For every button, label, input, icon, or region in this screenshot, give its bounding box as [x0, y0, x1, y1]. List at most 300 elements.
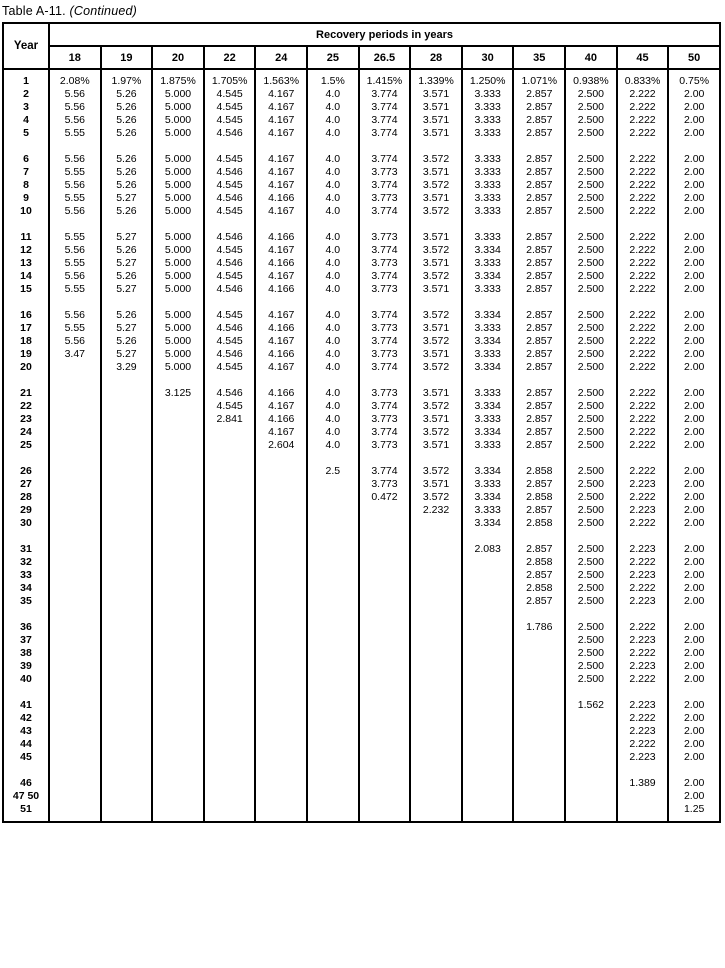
value-cell: [101, 751, 153, 764]
value-cell: 4.0: [307, 153, 359, 166]
value-cell: 2.500: [565, 114, 617, 127]
recovery-column-header: 24: [255, 46, 307, 69]
value-cell: 0.75%: [668, 75, 720, 88]
value-cell: [359, 803, 411, 816]
spacer-cell: [513, 608, 565, 621]
value-cell: [204, 478, 256, 491]
table-row: [3, 673, 720, 686]
value-cell: 2.00: [668, 647, 720, 660]
value-cell: [462, 582, 514, 595]
value-cell: [255, 660, 307, 673]
spacer-cell: [617, 764, 669, 777]
value-cell: 3.774: [359, 309, 411, 322]
value-cell: 5.27: [101, 192, 153, 205]
spacer-cell: [359, 608, 411, 621]
value-cell: 3.572: [410, 270, 462, 283]
group-spacer-row: [3, 764, 720, 777]
value-cell: [410, 517, 462, 530]
spacer-cell: [359, 140, 411, 153]
year-cell: 32: [3, 556, 49, 569]
value-cell: [255, 478, 307, 491]
value-cell: [307, 751, 359, 764]
value-cell: 4.167: [255, 101, 307, 114]
value-cell: 5.26: [101, 101, 153, 114]
value-cell: 2.00: [668, 114, 720, 127]
value-cell: [204, 790, 256, 803]
value-cell: [255, 569, 307, 582]
value-cell: [359, 647, 411, 660]
value-cell: [513, 712, 565, 725]
value-cell: 5.26: [101, 244, 153, 257]
value-cell: 2.857: [513, 205, 565, 218]
value-cell: [359, 556, 411, 569]
spacer-cell: [565, 374, 617, 387]
value-cell: 5.000: [152, 283, 204, 296]
value-cell: [359, 673, 411, 686]
value-cell: 3.571: [410, 101, 462, 114]
value-cell: [307, 569, 359, 582]
spacer-cell: [255, 452, 307, 465]
value-cell: 5.55: [49, 322, 101, 335]
value-cell: 3.572: [410, 335, 462, 348]
value-cell: [359, 517, 411, 530]
value-cell: [49, 790, 101, 803]
value-cell: [204, 634, 256, 647]
recovery-column-header: 35: [513, 46, 565, 69]
year-cell: 30: [3, 517, 49, 530]
table-row: [3, 504, 720, 517]
value-cell: [410, 725, 462, 738]
spacer-cell: [204, 530, 256, 543]
value-cell: 1.5%: [307, 75, 359, 88]
value-cell: [49, 673, 101, 686]
value-cell: [101, 582, 153, 595]
value-cell: [49, 725, 101, 738]
value-cell: 2.500: [565, 660, 617, 673]
value-cell: [49, 504, 101, 517]
value-cell: 3.774: [359, 400, 411, 413]
value-cell: 3.333: [462, 283, 514, 296]
spacer-cell: [359, 374, 411, 387]
year-cell: 28: [3, 491, 49, 504]
value-cell: 3.774: [359, 465, 411, 478]
value-cell: 2.500: [565, 192, 617, 205]
value-cell: 5.56: [49, 205, 101, 218]
value-cell: 2.500: [565, 439, 617, 452]
value-cell: 3.29: [101, 361, 153, 374]
value-cell: 2.222: [617, 101, 669, 114]
value-cell: [204, 751, 256, 764]
value-cell: 4.545: [204, 361, 256, 374]
value-cell: [307, 699, 359, 712]
value-cell: 5.56: [49, 88, 101, 101]
value-cell: 2.222: [617, 205, 669, 218]
value-cell: 4.166: [255, 387, 307, 400]
value-cell: 2.223: [617, 478, 669, 491]
value-cell: 5.56: [49, 335, 101, 348]
table-row: [3, 699, 720, 712]
value-cell: [462, 751, 514, 764]
value-cell: 3.571: [410, 439, 462, 452]
value-cell: [255, 595, 307, 608]
value-cell: 4.546: [204, 192, 256, 205]
value-cell: [255, 556, 307, 569]
recovery-column-header: 25: [307, 46, 359, 69]
value-cell: 4.167: [255, 361, 307, 374]
year-cell: 29: [3, 504, 49, 517]
value-cell: 2.00: [668, 569, 720, 582]
value-cell: 2.222: [617, 257, 669, 270]
value-cell: [49, 738, 101, 751]
value-cell: 2.857: [513, 309, 565, 322]
value-cell: 2.00: [668, 582, 720, 595]
value-cell: 4.167: [255, 335, 307, 348]
value-cell: [101, 491, 153, 504]
value-cell: [101, 790, 153, 803]
value-cell: [204, 712, 256, 725]
value-cell: 5.56: [49, 309, 101, 322]
value-cell: 2.500: [565, 231, 617, 244]
group-spacer-row: [3, 374, 720, 387]
spacer-cell: [204, 296, 256, 309]
recovery-column-header: 20: [152, 46, 204, 69]
year-cell: 38: [3, 647, 49, 660]
table-row: [3, 179, 720, 192]
value-cell: 5.26: [101, 153, 153, 166]
value-cell: 3.572: [410, 179, 462, 192]
spacer-cell: [668, 764, 720, 777]
value-cell: [307, 738, 359, 751]
value-cell: 5.000: [152, 101, 204, 114]
value-cell: 2.500: [565, 127, 617, 140]
value-cell: 2.222: [617, 413, 669, 426]
value-cell: 3.334: [462, 309, 514, 322]
spacer-cell: [462, 530, 514, 543]
spacer-cell: [204, 140, 256, 153]
spacer-cell: [462, 452, 514, 465]
value-cell: [410, 595, 462, 608]
spacer-cell: [3, 452, 49, 465]
value-cell: 2.857: [513, 270, 565, 283]
value-cell: 3.333: [462, 504, 514, 517]
value-cell: 2.00: [668, 257, 720, 270]
year-cell: 6: [3, 153, 49, 166]
spacer-cell: [49, 140, 101, 153]
table-row: [3, 634, 720, 647]
value-cell: [49, 426, 101, 439]
table-row: [3, 725, 720, 738]
value-cell: 3.773: [359, 322, 411, 335]
value-cell: 2.500: [565, 569, 617, 582]
spacer-cell: [152, 296, 204, 309]
value-cell: [49, 400, 101, 413]
value-cell: 3.333: [462, 478, 514, 491]
value-cell: 1.786: [513, 621, 565, 634]
value-cell: 3.572: [410, 309, 462, 322]
value-cell: 5.26: [101, 179, 153, 192]
year-cell: 14: [3, 270, 49, 283]
value-cell: 4.167: [255, 166, 307, 179]
table-row: [3, 361, 720, 374]
value-cell: [152, 595, 204, 608]
value-cell: [513, 790, 565, 803]
value-cell: [152, 777, 204, 790]
value-cell: 5.26: [101, 127, 153, 140]
value-cell: [359, 712, 411, 725]
value-cell: 2.5: [307, 465, 359, 478]
year-cell: 22: [3, 400, 49, 413]
value-cell: 2.00: [668, 751, 720, 764]
value-cell: [152, 439, 204, 452]
value-cell: [462, 777, 514, 790]
value-cell: 1.415%: [359, 75, 411, 88]
table-row: [3, 127, 720, 140]
value-cell: 4.166: [255, 283, 307, 296]
recovery-column-header: 26.5: [359, 46, 411, 69]
value-cell: [307, 803, 359, 816]
table-row: [3, 777, 720, 790]
value-cell: 5.56: [49, 179, 101, 192]
spacer-cell: [617, 140, 669, 153]
spacer-cell: [307, 608, 359, 621]
value-cell: 5.55: [49, 257, 101, 270]
value-cell: [152, 413, 204, 426]
group-spacer-row: [3, 296, 720, 309]
value-cell: 3.774: [359, 114, 411, 127]
spacer-cell: [565, 296, 617, 309]
value-cell: [359, 738, 411, 751]
value-cell: [359, 621, 411, 634]
value-cell: 4.0: [307, 231, 359, 244]
value-cell: 2.00: [668, 413, 720, 426]
value-cell: 4.167: [255, 270, 307, 283]
value-cell: [152, 400, 204, 413]
table-row: [3, 517, 720, 530]
value-cell: 2.857: [513, 595, 565, 608]
value-cell: 2.222: [617, 556, 669, 569]
value-cell: 2.500: [565, 491, 617, 504]
value-cell: [101, 595, 153, 608]
value-cell: [152, 803, 204, 816]
value-cell: 2.222: [617, 673, 669, 686]
value-cell: [101, 647, 153, 660]
value-cell: [617, 803, 669, 816]
spacer-cell: [152, 764, 204, 777]
value-cell: [204, 673, 256, 686]
value-cell: 1.875%: [152, 75, 204, 88]
spacer-cell: [307, 218, 359, 231]
value-cell: 2.223: [617, 725, 669, 738]
spacer-cell: [152, 140, 204, 153]
spacer-cell: [565, 686, 617, 699]
value-cell: [255, 738, 307, 751]
spacer-cell: [668, 608, 720, 621]
value-cell: 5.27: [101, 348, 153, 361]
spacer-cell: [410, 218, 462, 231]
year-cell: 42: [3, 712, 49, 725]
value-cell: [152, 634, 204, 647]
spacer-cell: [565, 452, 617, 465]
table-row: [3, 387, 720, 400]
value-cell: [410, 777, 462, 790]
recovery-column-header: 50: [668, 46, 720, 69]
spacer-cell: [617, 452, 669, 465]
value-cell: [359, 569, 411, 582]
value-cell: 2.222: [617, 348, 669, 361]
value-cell: 2.222: [617, 283, 669, 296]
spacer-cell: [3, 218, 49, 231]
value-cell: 2.500: [565, 244, 617, 257]
value-cell: 2.00: [668, 387, 720, 400]
value-cell: [307, 556, 359, 569]
value-cell: 2.222: [617, 322, 669, 335]
value-cell: 4.546: [204, 387, 256, 400]
value-cell: [152, 582, 204, 595]
spacer-cell: [668, 374, 720, 387]
value-cell: 2.00: [668, 309, 720, 322]
value-cell: 4.0: [307, 114, 359, 127]
value-cell: [307, 634, 359, 647]
value-cell: 5.55: [49, 231, 101, 244]
value-cell: 4.167: [255, 426, 307, 439]
table-row: [3, 803, 720, 816]
value-cell: 3.333: [462, 88, 514, 101]
value-cell: 2.00: [668, 426, 720, 439]
spacer-cell: [307, 374, 359, 387]
value-cell: [410, 569, 462, 582]
value-cell: 4.546: [204, 283, 256, 296]
value-cell: [49, 634, 101, 647]
value-cell: [462, 634, 514, 647]
value-cell: 2.223: [617, 504, 669, 517]
table-row: [3, 231, 720, 244]
value-cell: 3.773: [359, 166, 411, 179]
table-row: [3, 322, 720, 335]
value-cell: [462, 647, 514, 660]
value-cell: 3.773: [359, 283, 411, 296]
spacer-cell: [152, 530, 204, 543]
value-cell: 2.500: [565, 543, 617, 556]
spacer-cell: [101, 686, 153, 699]
table-row: [3, 426, 720, 439]
value-cell: 2.500: [565, 179, 617, 192]
table-row: [3, 335, 720, 348]
value-cell: 2.222: [617, 517, 669, 530]
value-cell: 2.500: [565, 465, 617, 478]
value-cell: [49, 517, 101, 530]
value-cell: [49, 556, 101, 569]
value-cell: 4.546: [204, 348, 256, 361]
value-cell: 4.166: [255, 322, 307, 335]
value-cell: [513, 660, 565, 673]
year-cell: 41: [3, 699, 49, 712]
year-cell: 33: [3, 569, 49, 582]
value-cell: [462, 673, 514, 686]
value-cell: 3.333: [462, 348, 514, 361]
value-cell: [410, 647, 462, 660]
value-cell: 3.572: [410, 244, 462, 257]
spacer-cell: [255, 374, 307, 387]
value-cell: [152, 426, 204, 439]
table-row: [3, 595, 720, 608]
spacer-cell: [307, 764, 359, 777]
spacer-cell: [359, 816, 411, 822]
value-cell: 2.222: [617, 153, 669, 166]
spacer-cell: [410, 452, 462, 465]
value-cell: 2.500: [565, 205, 617, 218]
spacer-cell: [255, 530, 307, 543]
value-cell: 3.572: [410, 426, 462, 439]
year-cell: 35: [3, 595, 49, 608]
group-spacer-row: [3, 608, 720, 621]
spacer-cell: [255, 816, 307, 822]
value-cell: 2.500: [565, 387, 617, 400]
value-cell: 2.857: [513, 166, 565, 179]
recovery-periods-header: Recovery periods in years: [49, 23, 720, 46]
spacer-cell: [668, 296, 720, 309]
value-cell: [101, 621, 153, 634]
value-cell: 2.00: [668, 491, 720, 504]
value-cell: [49, 387, 101, 400]
year-cell: 31: [3, 543, 49, 556]
value-cell: 2.00: [668, 517, 720, 530]
value-cell: [410, 634, 462, 647]
value-cell: 4.167: [255, 88, 307, 101]
value-cell: 2.500: [565, 426, 617, 439]
spacer-cell: [49, 686, 101, 699]
value-cell: 2.00: [668, 634, 720, 647]
value-cell: 2.00: [668, 400, 720, 413]
value-cell: [152, 504, 204, 517]
value-cell: 2.222: [617, 231, 669, 244]
value-cell: [101, 634, 153, 647]
value-cell: 2.222: [617, 426, 669, 439]
value-cell: 2.223: [617, 751, 669, 764]
value-cell: 2.500: [565, 634, 617, 647]
value-cell: 1.250%: [462, 75, 514, 88]
value-cell: 4.167: [255, 309, 307, 322]
value-cell: 3.333: [462, 166, 514, 179]
value-cell: 2.223: [617, 595, 669, 608]
value-cell: 4.166: [255, 192, 307, 205]
value-cell: 0.472: [359, 491, 411, 504]
value-cell: 2.857: [513, 179, 565, 192]
value-cell: 2.232: [410, 504, 462, 517]
value-cell: [255, 504, 307, 517]
value-cell: [307, 725, 359, 738]
value-cell: 0.833%: [617, 75, 669, 88]
value-cell: 4.546: [204, 127, 256, 140]
spacer-cell: [565, 140, 617, 153]
value-cell: 3.333: [462, 231, 514, 244]
value-cell: [101, 543, 153, 556]
value-cell: 3.571: [410, 127, 462, 140]
value-cell: 4.0: [307, 426, 359, 439]
value-cell: 2.222: [617, 127, 669, 140]
value-cell: 2.857: [513, 348, 565, 361]
value-cell: 2.841: [204, 413, 256, 426]
value-cell: 4.545: [204, 88, 256, 101]
value-cell: [513, 738, 565, 751]
value-cell: [101, 426, 153, 439]
spacer-cell: [410, 296, 462, 309]
value-cell: 1.563%: [255, 75, 307, 88]
spacer-cell: [617, 608, 669, 621]
spacer-cell: [101, 530, 153, 543]
value-cell: 2.857: [513, 88, 565, 101]
value-cell: 4.545: [204, 101, 256, 114]
value-cell: [152, 478, 204, 491]
